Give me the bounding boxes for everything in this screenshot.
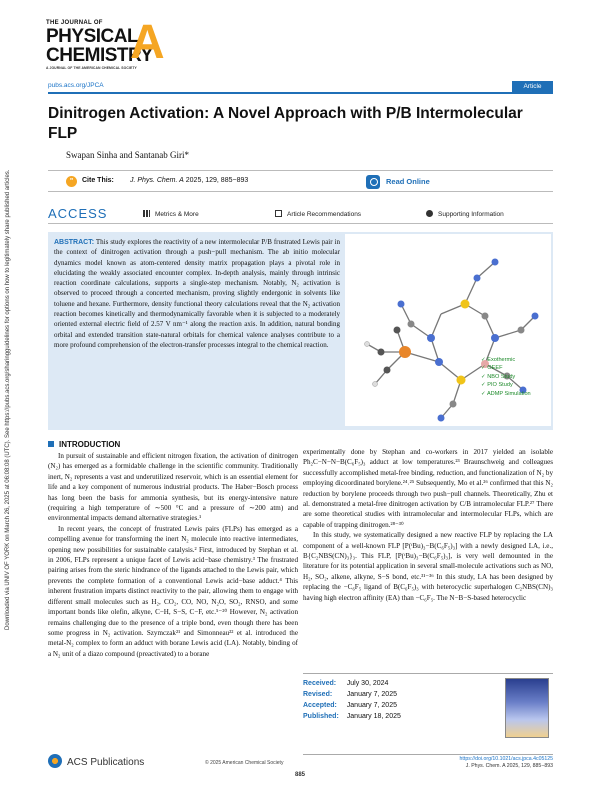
access-row: [48, 206, 553, 224]
metrics-link[interactable]: [143, 210, 199, 218]
toc-legend-item: ✓ NBO Study: [481, 373, 531, 381]
supporting-info-link[interactable]: [426, 210, 504, 218]
cite-journal: J. Phys. Chem. A: [130, 177, 184, 184]
author-list: Swapan Sinha and Santanab Giri*: [66, 150, 189, 160]
document-icon: [275, 210, 282, 217]
date-value: January 18, 2025: [346, 713, 401, 720]
paragraph: In pursuit of sustainable and efficient nitrogen fixation, the activation of dinitrogen (N₂) has emerged as a formidable challenge in the scientific community. Traditionally inert, N₂ represents a vast and underutilized reservoir, which is an essential element for life and a key component of numerous industrial products. The Haber−Bosch process has long been the basis for ammonia synthesis, but its energy-intensive nature (requiring a high temperature of ∼500 °C and a pressure of ∼200 atm) and environmental impacts demand alternative strategies.¹: [48, 452, 298, 523]
metrics-label: Metrics & More: [155, 211, 199, 218]
body-column-right: [303, 447, 553, 603]
date-value: January 7, 2025: [346, 702, 397, 709]
page-number: 885: [295, 772, 306, 778]
paragraph: experimentally done by Stephan and co-workers in 2017 yielded an isolable Ph₂C−N−N−B(C₆F₅)₃ adduct at low temperatures.²³ Braunschweig and colleagues successfully accomplished metal-free binding, reduction, and functionalization of N₂ by employing dicoordinated borylene.²⁴˒²⁵ Subsequently, Mo et al.²⁶ confirmed that this N₂ reduction by borylene proceeds through two push−pull channels. Theoretically, Zhu et al. demonstrated a metal-free dinitrogen activation by C/B intramolecular FLP.²⁷ There are some theoretical studies with intramolecular and intermolecular FLPs, which are capable of trapping dinitrogen.²⁸⁻³⁰: [303, 448, 553, 529]
info-icon: [426, 210, 433, 217]
acs-logo-icon: [48, 754, 62, 768]
date-key: Published:: [303, 713, 339, 720]
toc-graphic: [345, 234, 551, 426]
cite-label: Cite This:: [82, 177, 114, 184]
date-value: January 7, 2025: [346, 691, 397, 698]
section-heading: [48, 440, 298, 449]
journal-url-link[interactable]: pubs.acs.org/JPCA: [48, 82, 104, 89]
date-row: [303, 700, 401, 711]
body-column-left: [48, 440, 298, 659]
journal-logo-subline: A JOURNAL OF THE AMERICAN CHEMICAL SOCIETY: [46, 66, 137, 70]
journal-logo: [46, 16, 165, 72]
publisher-name: ACS Publications: [67, 757, 145, 768]
journal-logo-line3: CHEMISTRY: [46, 45, 153, 66]
publisher-logo: [48, 754, 144, 768]
section-marker-icon: [48, 441, 54, 447]
toc-legend-item: ✓ ADMP Simulation: [481, 390, 531, 398]
recommendations-link[interactable]: [275, 210, 361, 218]
toc-legend-item: ✓ Exothermic: [481, 356, 531, 364]
journal-cover-image: [505, 678, 549, 738]
cite-reference[interactable]: [130, 177, 248, 184]
recommendations-label: Article Recommendations: [287, 211, 362, 218]
date-row: [303, 689, 401, 700]
cite-details: 2025, 129, 885−893: [185, 177, 249, 184]
date-row: [303, 711, 401, 722]
date-key: Revised:: [303, 691, 333, 698]
date-row: [303, 678, 401, 689]
citation-bar: [48, 170, 553, 192]
date-value: July 30, 2024: [346, 680, 389, 687]
footer-doi: [460, 756, 553, 770]
header-divider: [48, 92, 553, 94]
download-note: [4, 169, 44, 630]
download-note-text: Downloaded via UNIV OF YORK on March 26, 2025 at 06:08:08 (UTC). See https://pubs.acs.org/sharingguidelines for options on how to legitimately share published articles.: [5, 169, 11, 630]
copyright: © 2025 American Chemical Society: [205, 760, 284, 766]
article-type-badge: Article: [512, 81, 553, 93]
article-title: Dinitrogen Activation: A Novel Approach with P/B Intermolecular FLP: [48, 105, 523, 142]
dates-table: [303, 678, 401, 722]
abstract: [54, 237, 340, 350]
paragraph: In this study, we systematically designed a new reactive FLP by replacing the LA component of a well-known FLP [P(ᵗBu)₃−B(C₆F₅)₃] with a newly designed LA, i.e., B{C₂NBS(CN)₃}₃. This FLP, [P(ᵗBu)₃−B(C₆F₅)₃], is very well demounted in the literature for its potential application in several small-molecule activations such as NO, H₂, SO₂, alkene, alkyne, S−S bond, etc.³¹⁻³⁶ In this study, LA has been designed by replacing the −C₆F₅ ligand of B(C₆F₅)₃ with heterocyclic superhalogen C₂NBS(CN)₃ having high electron affinity (EA) than −C₆F₅. The N−B−S-based heterocyclic: [303, 531, 553, 602]
section-heading-text: INTRODUCTION: [59, 440, 121, 449]
toc-legend-item: ✓ OEEF: [481, 364, 531, 372]
toc-legend-item: ✓ PIO Study: [481, 381, 531, 389]
abstract-box: [48, 232, 553, 430]
date-key: Received:: [303, 680, 337, 687]
paragraph: In recent years, the concept of frustrated Lewis pairs (FLPs) has emerged as a compelling avenue for transforming the inert N₂ molecule into reactive intermediates, opening new possibilities for sustainable catalysis.² First, introduced by Stephan et al. in 2006, FLPs represent a unique facet of Lewis acid−base chemistry.³ The frustrated pairing arises from the steric hindrance of the ligands attached to the Lewis pair, which prevents the complete formation of a conventional Lewis acid−base adduct.⁴ This inherent frustration imparts distinct reactivity to the pair, allowing them to engage with different small molecules such as H₂, CO₂, CO, NO, N₂O, SO₂, RNSO, and some important bonds like olefin, alkyne, C−H, S−S, C−F, etc.⁵⁻²⁰ However, N₂ activation remains challenging due to the presence of a triple bond, even though there has been some progress in N₂ activation. Szymczak²¹ and Simonneau²² et al. introduced the metal-N₂ complex to form an adduct with borane Lewis acid (LA). Notably, binding of a N₂ unit of a diazo compound (preactivated) to a borane: [48, 524, 298, 658]
abstract-body: This study explores the reactivity of a new intermolecular P/B frustrated Lewis pair in the context of dinitrogen activation through a push−pull mechanism. The ab initio molecular dynamics model known as atom-centered density matrix propagation plays a pivotal role in elucidating the weakly associated encounter complex. In-depth analysis, mainly through intrinsic reaction coordinate calculations, supports a single-step mechanism. Notably, N₂ activation is observed to proceed through a concerted mechanism, proving slightly endergonic in solvents like toluene and hexane. Furthermore, density functional theory calculations reveal that the N₂ activation reaction becomes kinetically and thermodynamically favorable when it is subjected to a moderately oriented external electric field of 2.57 V nm⁻¹ along the reaction axis. In addition, natural bonding orbital and extended transition state-natural orbitals for chemical valence analyses contribute to a more profound comprehension of the electron-transfer processes integral to the chemical reaction.: [54, 238, 340, 349]
publication-dates: [303, 673, 553, 755]
date-key: Accepted:: [303, 702, 337, 709]
read-online-icon[interactable]: [366, 175, 380, 189]
bar-chart-icon: [143, 210, 150, 217]
toc-legend: [481, 356, 531, 398]
supporting-label: Supporting Information: [438, 211, 504, 218]
doi-link[interactable]: https://doi.org/10.1021/acs.jpca.4c05125: [459, 756, 553, 762]
footer-citation: J. Phys. Chem. A 2025, 129, 885−893: [465, 763, 553, 769]
abstract-label: ABSTRACT:: [54, 239, 95, 246]
journal-logo-line1: THE JOURNAL OF: [46, 20, 103, 26]
read-online-link[interactable]: Read Online: [386, 177, 430, 186]
quote-icon: ": [66, 176, 77, 187]
journal-logo-letter: A: [130, 16, 165, 69]
journal-logo-line2: PHYSICAL: [46, 26, 139, 47]
access-label: ACCESS: [48, 206, 108, 221]
